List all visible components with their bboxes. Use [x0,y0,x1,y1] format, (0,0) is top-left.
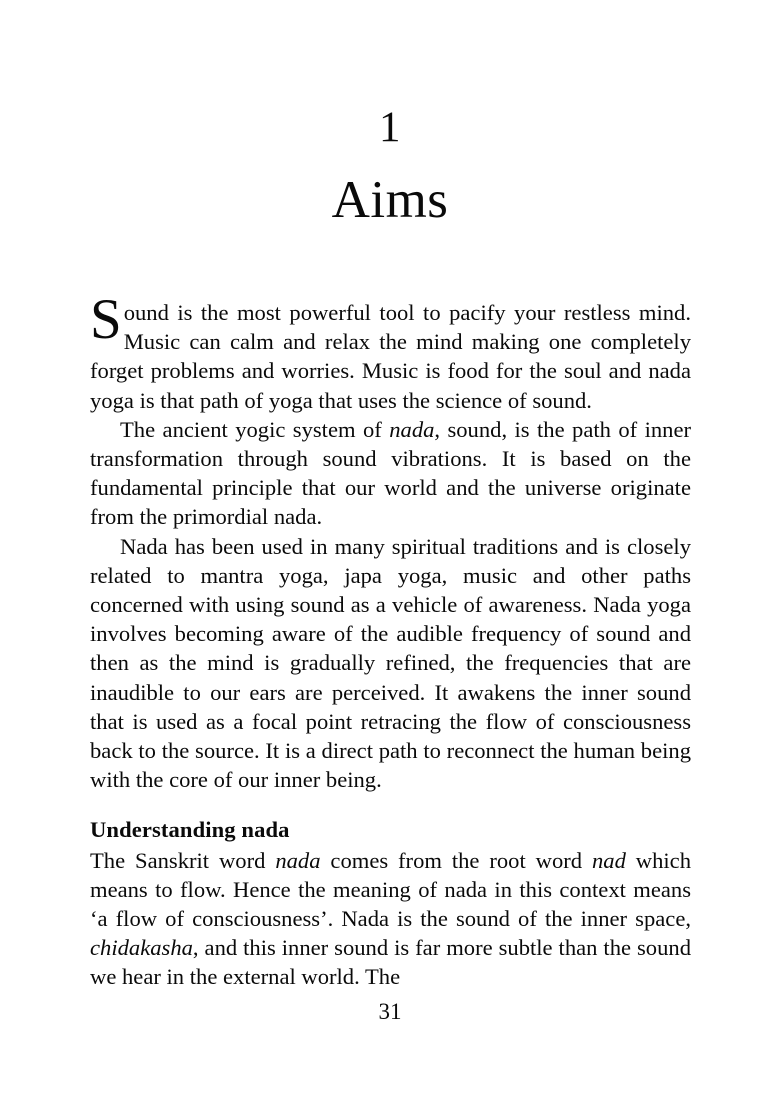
paragraph-1 [90,288,691,415]
chapter-number: 1 [379,104,401,151]
paragraph-1-text: ound is the most powerful tool to pacify your restless mind. Music can calm and relax the mind making one completely forget problems and worries. Music is food for the soul and nada yoga is that path of yoga that uses the science of sound. [90,300,691,413]
paragraph-4 [90,846,691,992]
text-column [90,288,691,992]
paragraph-4-italic-chidakasha: chidakasha [90,935,193,961]
section-subheading-understanding-nada: Understanding nada [90,817,290,843]
paragraph-3-text: Nada has been used in many spiritual traditions and is closely related to mantra yoga, japa yoga, music and other paths concerned with using sound as a vehicle of awareness. Nada yoga involves becoming aware of the audible frequency of sound and then as the mind is gradually refined, the frequencies that are inaudible to our ears are perceived. It awakens the inner sound that is used as a focal point retracing the flow of consciousness back to the source. It is a direct path to reconnect the human being with the core of our inner being. [90,533,691,793]
paragraph-4-italic-nad: nad [591,847,626,873]
paragraph-4-text-part-4: , and this inner sound is far more subtle than the sound we hear in the external world. The [90,935,691,990]
page-number-folio: 31 [378,999,402,1024]
paragraph-3 [90,532,691,795]
paragraph-4-text-part-1: The Sanskrit word [90,847,276,873]
paragraph-4-text-part-2: comes from the root word [320,847,592,873]
drop-cap-letter: S [90,288,122,351]
paragraph-2-text-part-2: , sound, is the path of inner transformation through sound vibrations. It is based on the fundamental principle that our world and the universe originate from the primordial nada. [90,416,691,530]
chapter-title: Aims [331,171,449,229]
paragraph-2-text-part-1: The ancient yogic system of [120,416,390,442]
paragraph-4-italic-nada: nada [275,847,321,873]
paragraph-2-italic-nada: nada [389,416,435,442]
paragraph-2 [90,415,691,532]
paragraph-4-text-part-3: which means to flow. Hence the meaning of nada in this context means ‘a flow of consciousness’. Nada is the sound of the inner space, [90,847,691,932]
